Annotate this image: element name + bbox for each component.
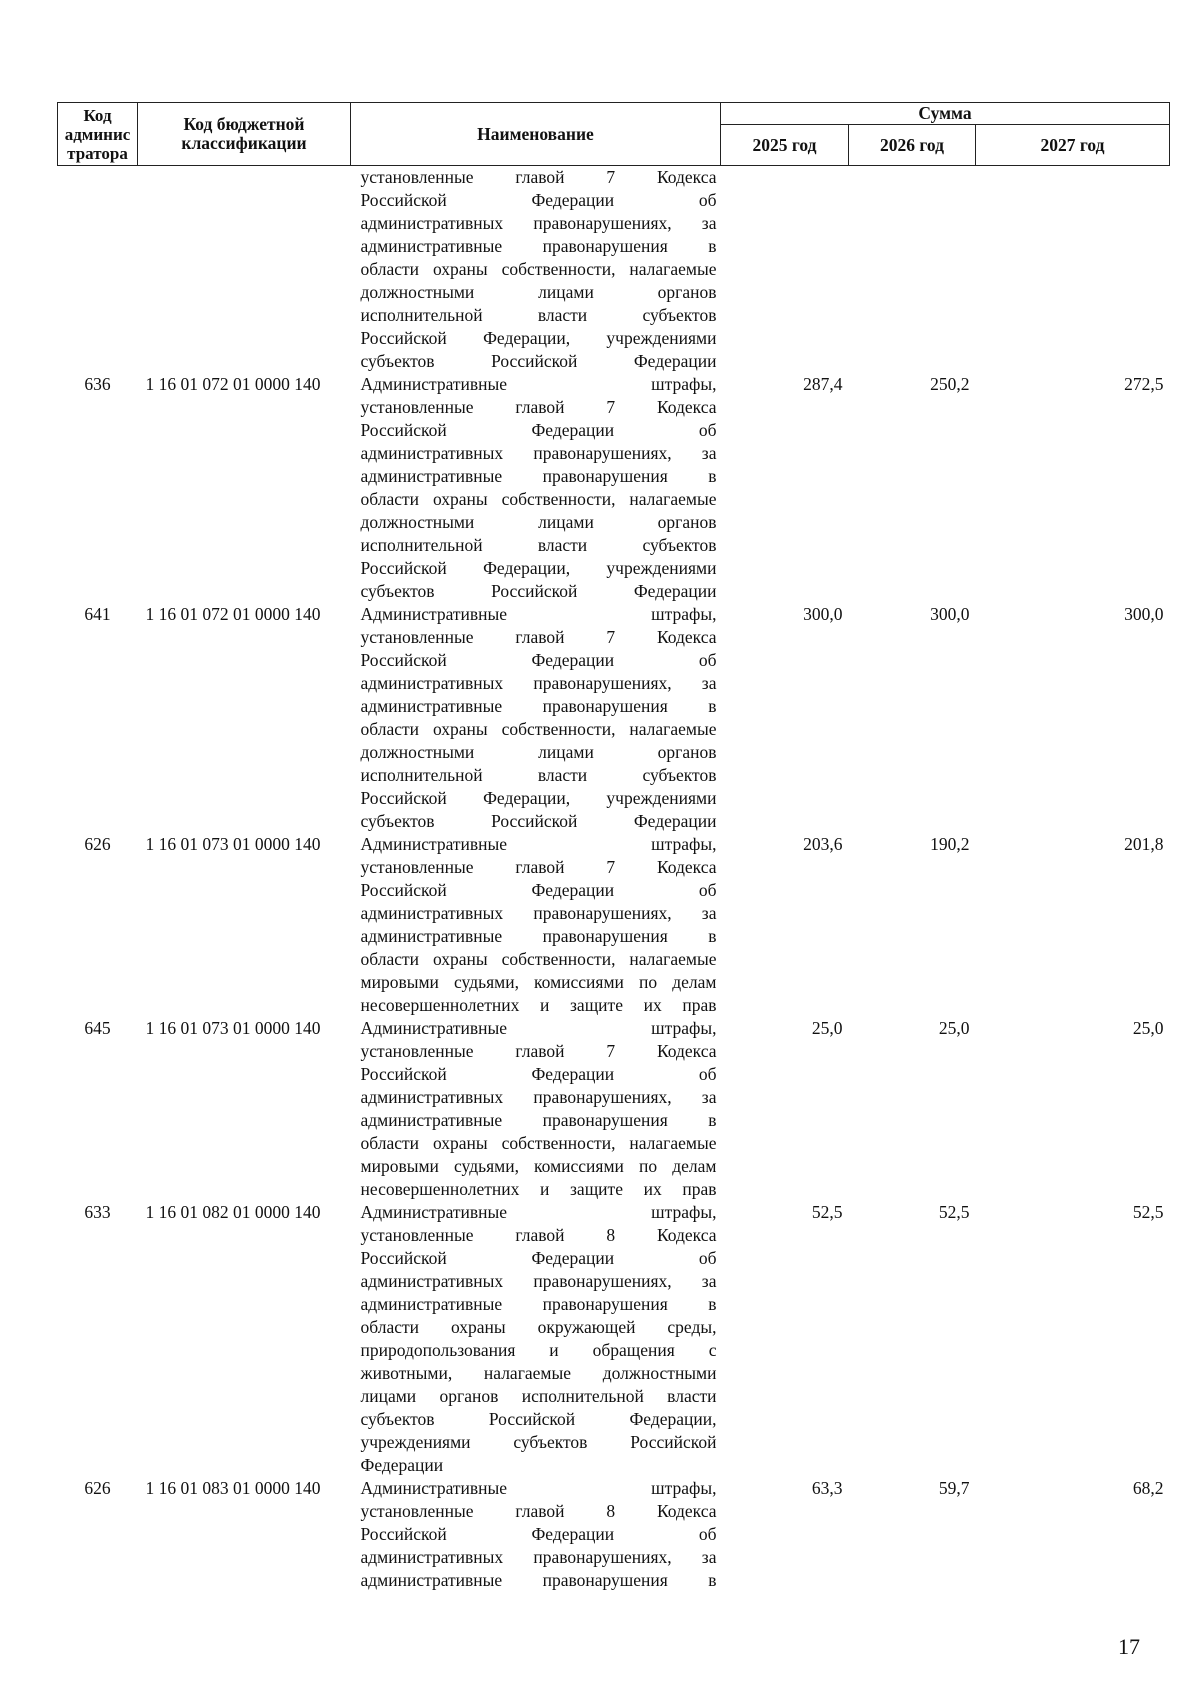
name-line: исполнительной власти субъектов — [360, 305, 717, 325]
name-line: административных правонарушениях, за — [360, 1271, 717, 1291]
name-cell — [351, 1201, 721, 1477]
name-line: Административные штрафы, — [360, 374, 717, 394]
name-line: Российской Федерации об — [360, 650, 717, 670]
header-name: Наименование — [351, 103, 721, 166]
name-line: Российской Федерации об — [360, 190, 717, 210]
header-year-2027: 2027 год — [976, 125, 1170, 166]
admin-code-cell: 626 — [84, 834, 111, 854]
continuation-text — [351, 166, 721, 374]
name-line: субъектов Российской Федерации — [360, 351, 717, 371]
table-row — [58, 603, 1170, 833]
name-line: субъектов Российской Федерации, — [360, 1409, 717, 1429]
name-line: Российской Федерации об — [360, 1248, 717, 1268]
admin-code-cell: 626 — [84, 1478, 111, 1498]
name-line: должностными лицами органов — [360, 282, 717, 302]
name-line: Административные штрафы, — [360, 834, 717, 854]
name-line: установленные главой 7 Кодекса — [360, 857, 717, 877]
header-budget-code: Код бюджетной классификации — [138, 103, 351, 166]
name-line: области охраны собственности, налагаемые — [360, 489, 717, 509]
table-row — [58, 1477, 1170, 1592]
name-line: административные правонарушения в — [360, 1110, 717, 1130]
admin-code-cell: 645 — [84, 1018, 111, 1038]
name-line: Российской Федерации, учреждениями — [360, 558, 717, 578]
name-line: несовершеннолетних и защите их прав — [360, 1179, 717, 1199]
name-line: животными, налагаемые должностными — [360, 1363, 717, 1383]
name-line: административных правонарушениях, за — [360, 443, 717, 463]
name-line: субъектов Российской Федерации — [360, 581, 717, 601]
budget-code-cell: 1 16 01 073 01 0000 140 — [145, 834, 321, 854]
name-line: мировыми судьями, комиссиями по делам — [360, 972, 717, 992]
name-line: области охраны собственности, налагаемые — [360, 259, 717, 279]
name-line: административных правонарушениях, за — [360, 903, 717, 923]
amount-2025-cell: 63,3 — [811, 1478, 843, 1498]
name-line: административные правонарушения в — [360, 696, 717, 716]
amount-2027-cell: 52,5 — [1132, 1202, 1164, 1222]
name-line: исполнительной власти субъектов — [360, 535, 717, 555]
table-row — [58, 373, 1170, 603]
name-line: области охраны собственности, налагаемые — [360, 949, 717, 969]
amount-2026-cell: 250,2 — [930, 374, 970, 394]
name-line: субъектов Российской Федерации — [360, 811, 717, 831]
name-line: административных правонарушениях, за — [360, 1087, 717, 1107]
name-line: области охраны окружающей среды, — [360, 1317, 717, 1337]
name-cell — [351, 603, 721, 833]
amount-2025-cell: 287,4 — [803, 374, 843, 394]
name-line: должностными лицами органов — [360, 512, 717, 532]
name-line: Российской Федерации об — [360, 420, 717, 440]
amount-2026-cell: 52,5 — [938, 1202, 970, 1222]
name-line: административных правонарушениях, за — [360, 1547, 717, 1567]
amount-2027-cell: 300,0 — [1124, 604, 1164, 624]
amount-2026-cell: 25,0 — [938, 1018, 970, 1038]
name-line: установленные главой 7 Кодекса — [360, 1041, 717, 1061]
name-line: учреждениями субъектов Российской — [360, 1432, 717, 1452]
name-line: административные правонарушения в — [360, 1570, 717, 1590]
amount-2026-cell: 59,7 — [938, 1478, 970, 1498]
admin-code-cell: 641 — [84, 604, 111, 624]
name-line: несовершеннолетних и защите их прав — [360, 995, 717, 1015]
name-line: установленные главой 8 Кодекса — [360, 1225, 717, 1245]
name-line: Российской Федерации об — [360, 1524, 717, 1544]
page-number: 17 — [1118, 1634, 1140, 1659]
table-row — [58, 1017, 1170, 1201]
header-year-2026: 2026 год — [849, 125, 976, 166]
admin-code-cell: 633 — [84, 1202, 111, 1222]
name-line: Административные штрафы, — [360, 604, 717, 624]
name-line: административных правонарушениях, за — [360, 673, 717, 693]
name-line: области охраны собственности, налагаемые — [360, 1133, 717, 1153]
amount-2027-cell: 68,2 — [1132, 1478, 1164, 1498]
name-line: лицами органов исполнительной власти — [360, 1386, 717, 1406]
name-cell — [351, 373, 721, 603]
budget-code-cell: 1 16 01 073 01 0000 140 — [145, 1018, 321, 1038]
name-line: административные правонарушения в — [360, 466, 717, 486]
name-line: Административные штрафы, — [360, 1202, 717, 1222]
name-line: исполнительной власти субъектов — [360, 765, 717, 785]
name-line: Российской Федерации, учреждениями — [360, 328, 717, 348]
table-row — [58, 1201, 1170, 1477]
name-line: административные правонарушения в — [360, 236, 717, 256]
name-line: мировыми судьями, комиссиями по делам — [360, 1156, 717, 1176]
amount-2025-cell: 25,0 — [811, 1018, 843, 1038]
amount-2027-cell: 201,8 — [1124, 834, 1164, 854]
admin-code-cell: 636 — [84, 374, 111, 394]
name-line: установленные главой 7 Кодекса — [360, 397, 717, 417]
continuation-row — [58, 166, 1170, 374]
name-line: природопользования и обращения с — [360, 1340, 717, 1360]
header-year-2025: 2025 год — [721, 125, 849, 166]
name-line: Административные штрафы, — [360, 1018, 717, 1038]
name-line: установленные главой 7 Кодекса — [360, 167, 717, 187]
amount-2027-cell: 25,0 — [1132, 1018, 1164, 1038]
name-line: Российской Федерации об — [360, 1064, 717, 1084]
name-line: административные правонарушения в — [360, 1294, 717, 1314]
budget-code-cell: 1 16 01 083 01 0000 140 — [145, 1478, 321, 1498]
header-sum: Сумма — [721, 103, 1170, 125]
budget-code-cell: 1 16 01 072 01 0000 140 — [145, 374, 321, 394]
table-row — [58, 833, 1170, 1017]
name-line: административные правонарушения в — [360, 926, 717, 946]
name-cell — [351, 1477, 721, 1592]
name-line: административных правонарушениях, за — [360, 213, 717, 233]
budget-table — [57, 102, 1170, 1592]
amount-2025-cell: 300,0 — [803, 604, 843, 624]
name-line: области охраны собственности, налагаемые — [360, 719, 717, 739]
table-header — [58, 103, 1170, 166]
name-line: Административные штрафы, — [360, 1478, 717, 1498]
name-line: должностными лицами органов — [360, 742, 717, 762]
amount-2026-cell: 190,2 — [930, 834, 970, 854]
budget-code-cell: 1 16 01 072 01 0000 140 — [145, 604, 321, 624]
name-line: установленные главой 8 Кодекса — [360, 1501, 717, 1521]
budget-code-cell: 1 16 01 082 01 0000 140 — [145, 1202, 321, 1222]
name-line: установленные главой 7 Кодекса — [360, 627, 717, 647]
amount-2025-cell: 52,5 — [811, 1202, 843, 1222]
header-admin-code: Код админис тратора — [58, 103, 138, 166]
amount-2026-cell: 300,0 — [930, 604, 970, 624]
table-body — [58, 166, 1170, 1593]
name-line: Российской Федерации об — [360, 880, 717, 900]
name-line: Российской Федерации, учреждениями — [360, 788, 717, 808]
name-cell — [351, 833, 721, 1017]
amount-2027-cell: 272,5 — [1124, 374, 1164, 394]
name-cell — [351, 1017, 721, 1201]
name-line: Федерации — [360, 1455, 444, 1475]
amount-2025-cell: 203,6 — [803, 834, 843, 854]
